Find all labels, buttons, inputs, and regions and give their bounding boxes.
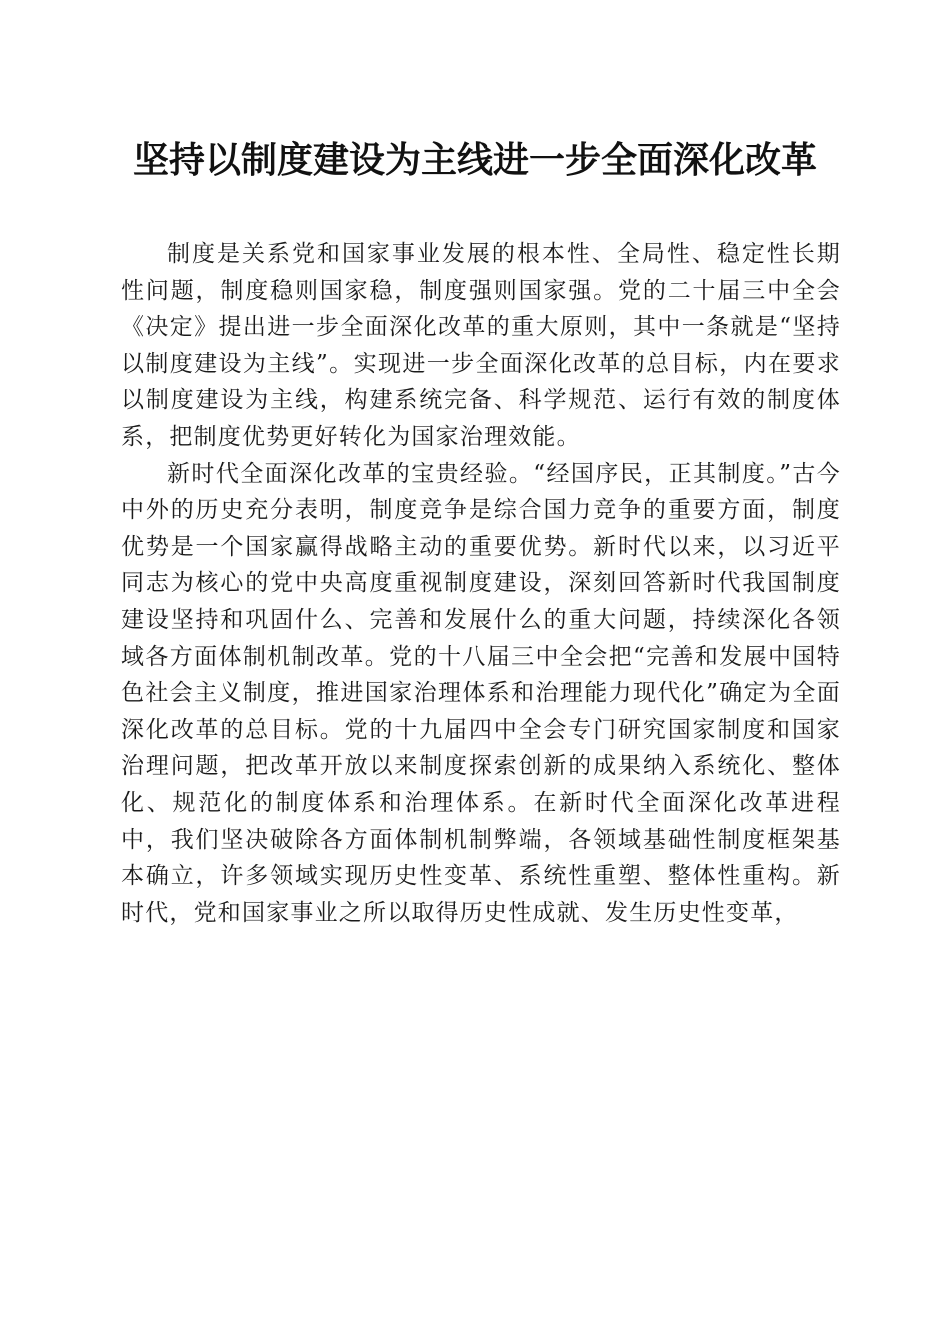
paragraph-2: 新时代全面深化改革的宝贵经验。“经国序民，正其制度。”古今中外的历史充分表明，制度竞争是综合国力竞争的重要方面，制度优势是一个国家赢得战略主动的重要优势。新时代以来，以习近平同志为核心的党中央高度重视制度建设，深刻回答新时代我国制度建设坚持和巩固什么、完善和发展什么的重大问题，持续深化各领域各方面体制机制改革。党的十八届三中全会把“完善和发展中国特色社会主义制度，推进国家治理体系和治理能力现代化”确定为全面深化改革的总目标。党的十九届四中全会专门研究国家制度和国家治理问题，把改革开放以来制度探索创新的成果纳入系统化、整体化、规范化的制度体系和治理体系。在新时代全面深化改革进程中，我们坚决破除各方面体制机制弊端，各领域基础性制度框架基本确立，许多领域实现历史性变革、系统性重塑、整体性重构。新时代，党和国家事业之所以取得历史性成就、发生历史性变革，: [121, 460, 841, 926]
document-title: 坚持以制度建设为主线进一步全面深化改革: [132, 139, 817, 181]
paragraph-1: 制度是关系党和国家事业发展的根本性、全局性、稳定性长期性问题，制度稳则国家稳，制度强则国家强。党的二十届三中全会《决定》提出进一步全面深化改革的重大原则，其中一条就是“坚持以制度建设为主线”。实现进一步全面深化改革的总目标，内在要求以制度建设为主线，构建系统完备、科学规范、运行有效的制度体系，把制度优势更好转化为国家治理效能。: [121, 241, 841, 450]
document-body: [121, 236, 841, 931]
